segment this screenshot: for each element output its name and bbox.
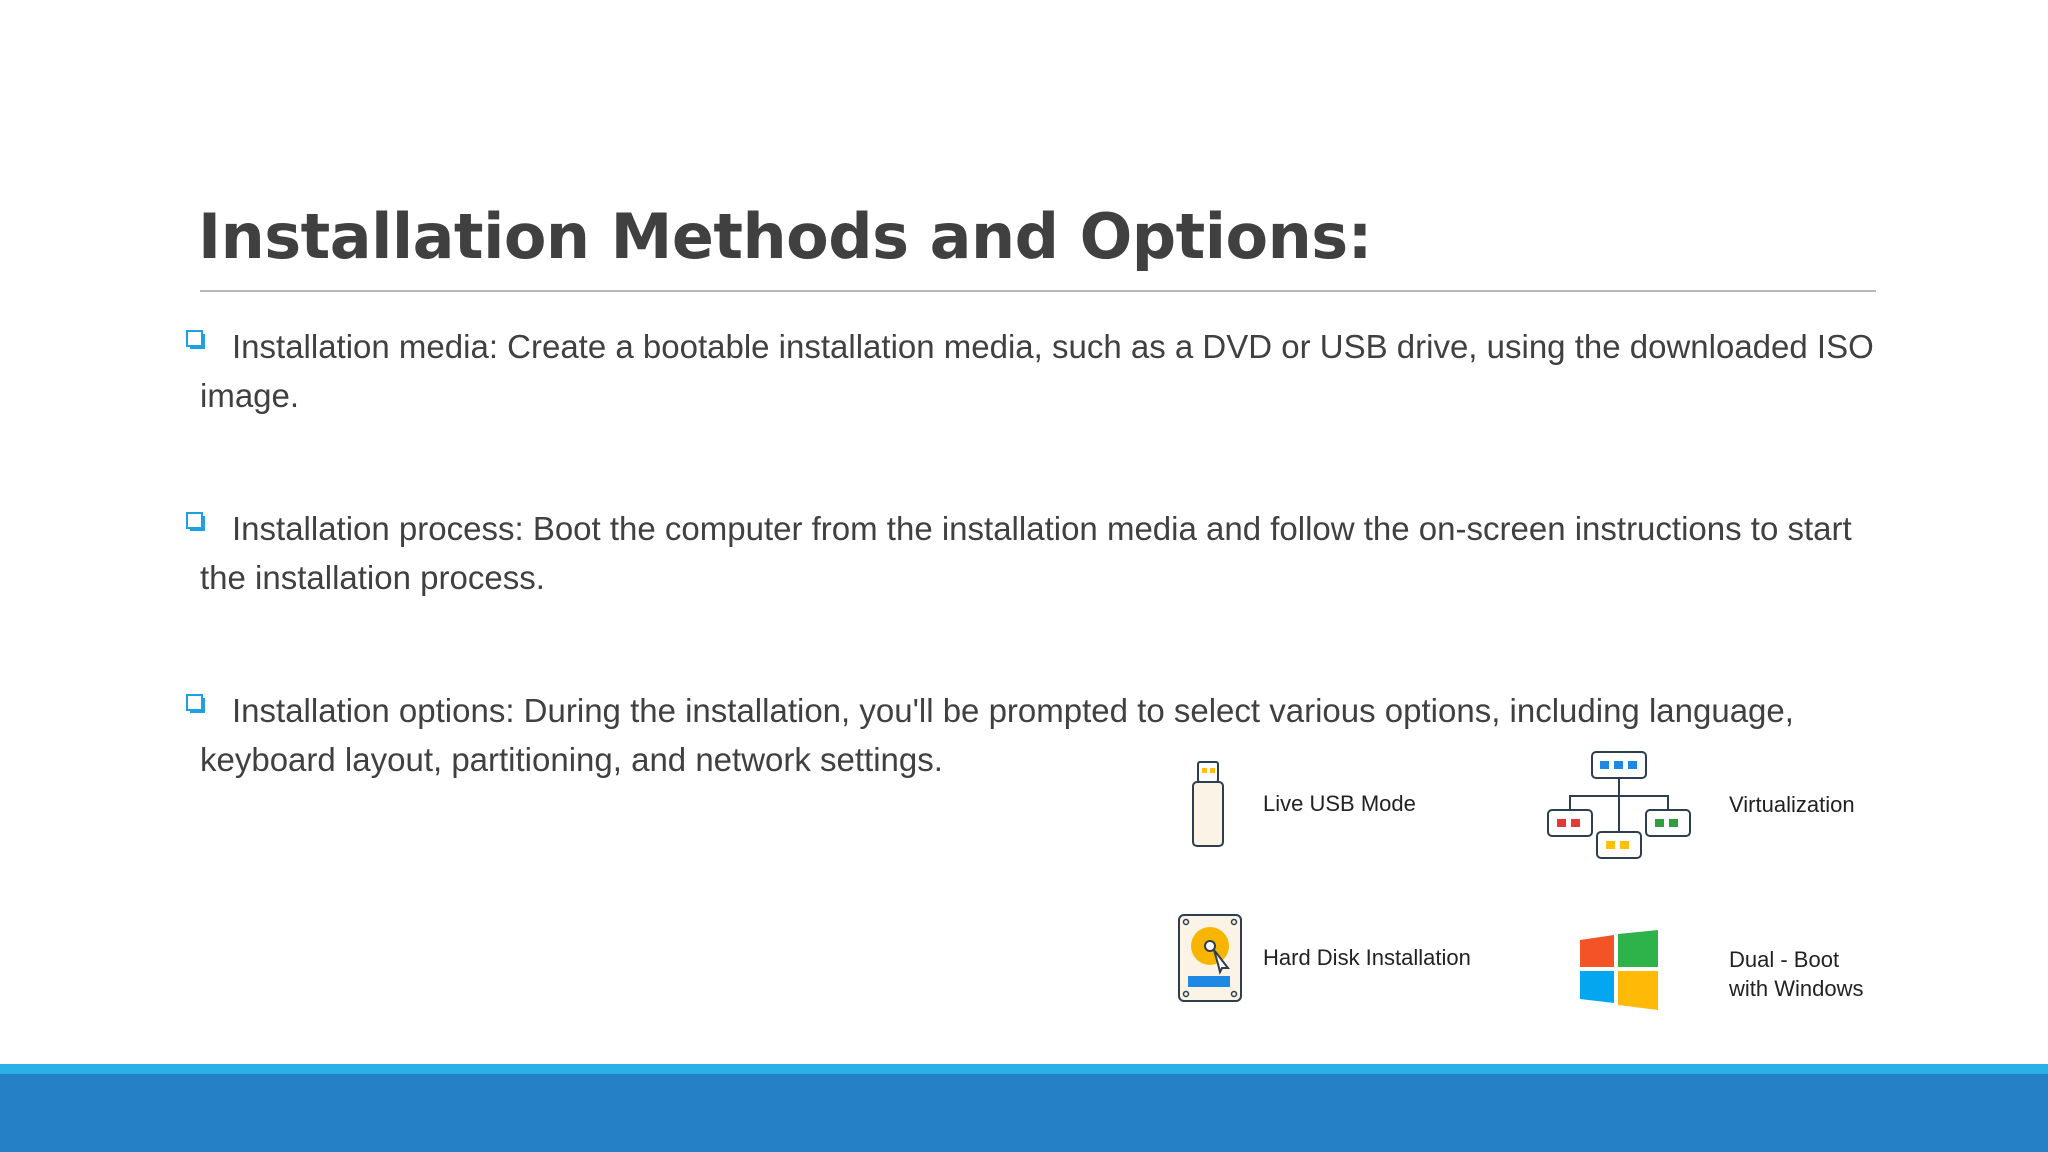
feature-live-usb bbox=[1190, 758, 1450, 852]
title-divider bbox=[200, 290, 1876, 292]
bullet-text: Installation options: During the installation, you'll be prompted to select various options, including language, keyboard layout, partitioning, and network settings. bbox=[200, 692, 1794, 778]
checkbox-bullet-icon bbox=[186, 330, 206, 350]
feature-dual-boot bbox=[1578, 930, 1878, 1010]
bullet-item-installation-process bbox=[186, 504, 1886, 602]
feature-hard-disk bbox=[1176, 912, 1506, 1006]
usb-drive-icon bbox=[1190, 760, 1226, 850]
feature-label: Live USB Mode bbox=[1263, 791, 1416, 816]
network-hierarchy-icon bbox=[1546, 748, 1696, 863]
footer-bar bbox=[0, 1074, 2048, 1152]
feature-virtualization bbox=[1546, 748, 1876, 863]
slide-title: Installation Methods and Options: bbox=[198, 200, 1372, 273]
checkbox-bullet-icon bbox=[186, 694, 206, 714]
bullet-text: Installation process: Boot the computer from the installation media and follow the on-screen instructions to start the installation process. bbox=[200, 510, 1852, 596]
feature-label: Hard Disk Installation bbox=[1263, 945, 1471, 970]
windows-logo-icon bbox=[1578, 930, 1660, 1010]
footer-accent-stripe bbox=[0, 1064, 2048, 1074]
bullet-item-installation-media bbox=[186, 322, 1886, 420]
hard-disk-icon bbox=[1176, 912, 1244, 1004]
checkbox-bullet-icon bbox=[186, 512, 206, 532]
bullet-text: Installation media: Create a bootable installation media, such as a DVD or USB drive, using the downloaded ISO image. bbox=[200, 328, 1874, 414]
feature-label: Virtualization bbox=[1729, 792, 1855, 817]
feature-label: Dual - Boot with Windows bbox=[1729, 947, 1864, 1001]
